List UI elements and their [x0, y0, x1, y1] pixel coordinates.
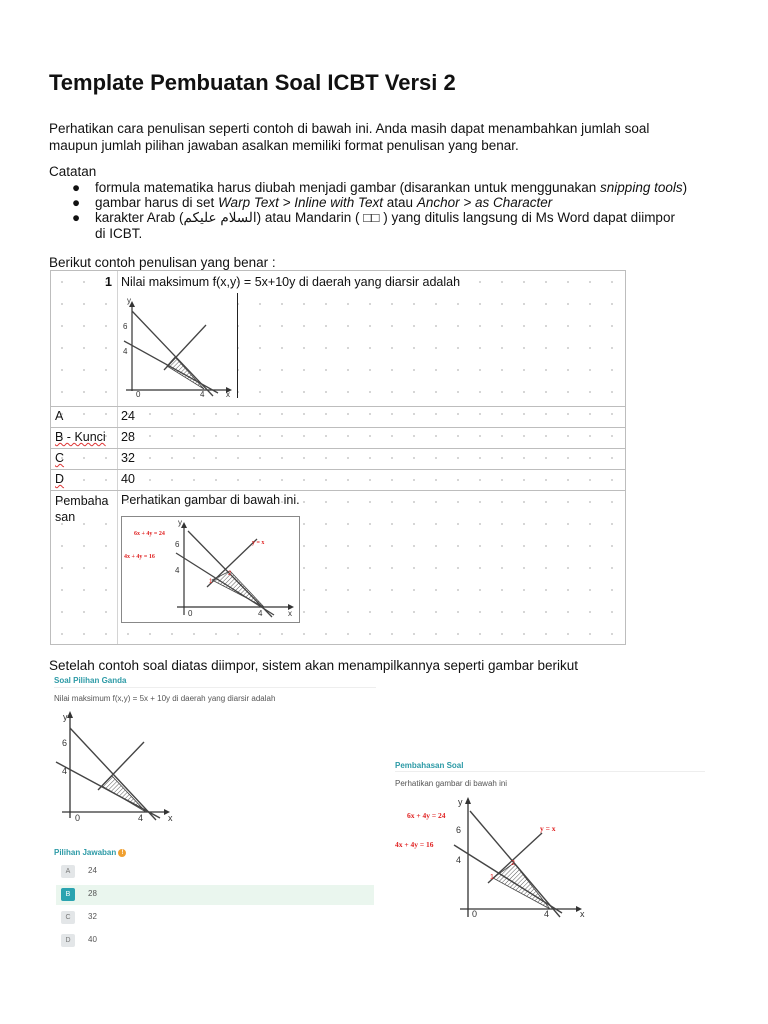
option-badge: D — [61, 934, 75, 947]
svg-text:0: 0 — [136, 390, 141, 398]
bullet-icon: ● — [72, 180, 81, 195]
svg-text:y = x: y = x — [252, 540, 265, 546]
svg-text:4: 4 — [258, 609, 263, 618]
svg-text:1: 1 — [209, 579, 213, 585]
question-number: 1 — [105, 275, 112, 289]
option-value: 32 — [88, 912, 97, 921]
note-1-italic: snipping tools — [600, 180, 683, 195]
pembahasan-soal-title: Pembahasan Soal — [395, 761, 464, 770]
svg-text:4: 4 — [123, 347, 128, 356]
note-3-text: karakter Arab ( — [95, 210, 184, 225]
svg-text:y: y — [458, 797, 463, 807]
svg-text:0: 0 — [472, 909, 478, 919]
option-badge: A — [61, 865, 75, 878]
app-pembahasan-text: Perhatikan gambar di bawah ini — [395, 779, 508, 788]
note-1-end: ) — [682, 180, 688, 195]
answer-option-d[interactable] — [56, 931, 374, 951]
bullet-icon: ● — [72, 210, 81, 225]
answer-option-c[interactable] — [56, 908, 374, 928]
option-c-key: C — [55, 451, 65, 465]
option-a-key: A — [55, 409, 64, 423]
mandarin-boxes: □□ — [363, 210, 380, 225]
page-title: Template Pembuatan Soal ICBT Versi 2 — [49, 70, 456, 95]
svg-text:6x + 4y = 24: 6x + 4y = 24 — [134, 531, 165, 537]
option-value: 40 — [88, 935, 97, 944]
soal-pilihan-ganda-title: Soal Pilihan Ganda — [54, 676, 127, 685]
svg-text:4: 4 — [175, 566, 180, 575]
catatan-label: Catatan — [49, 164, 97, 179]
svg-text:4x + 4y = 16: 4x + 4y = 16 — [124, 554, 155, 560]
svg-text:x: x — [226, 390, 230, 398]
svg-text:2: 2 — [228, 571, 232, 577]
app-question-graph — [52, 706, 182, 824]
svg-text:4: 4 — [544, 909, 550, 919]
option-c-value: 32 — [121, 451, 135, 465]
svg-text:x: x — [168, 813, 173, 823]
svg-text:0: 0 — [75, 813, 81, 823]
option-d-key: D — [55, 472, 65, 486]
svg-text:2: 2 — [511, 860, 515, 867]
svg-text:6x + 4y = 24: 6x + 4y = 24 — [407, 811, 446, 820]
option-b-value: 28 — [121, 430, 135, 444]
note-2-italic-1: Warp Text > Inline with Text — [218, 195, 384, 210]
svg-text:6: 6 — [456, 825, 462, 835]
svg-text:6: 6 — [62, 738, 68, 748]
svg-text:x: x — [580, 909, 585, 919]
note-2-italic-2: Anchor > as Character — [416, 195, 553, 210]
app-pembahasan-graph — [392, 793, 592, 921]
note-3-end: ) yang ditulis langsung di Ms Word dapat diimpor — [379, 210, 675, 225]
svg-text:1: 1 — [490, 874, 494, 881]
option-d-value: 40 — [121, 472, 135, 486]
intro-line-1: Perhatikan cara penulisan seperti contoh di bawah ini. Anda masih dapat menambahkan jumlah soal — [49, 121, 650, 136]
option-value: 24 — [88, 866, 97, 875]
pembahasan-graph — [121, 516, 300, 623]
pembahasan-text: Perhatikan gambar di bawah ini. — [121, 493, 300, 507]
svg-text:0: 0 — [188, 609, 193, 618]
answer-option-a[interactable] — [56, 862, 374, 882]
example-label: Berikut contoh penulisan yang benar : — [49, 255, 276, 270]
question-text: Nilai maksimum f(x,y) = 5x+10y di daerah yang diarsir adalah — [121, 275, 461, 289]
svg-text:6: 6 — [123, 322, 128, 331]
pembahasan-key: Pembaha san — [55, 494, 109, 524]
svg-text:4: 4 — [138, 813, 144, 823]
import-label: Setelah contoh soal diatas diimpor, sistem akan menampilkannya seperti gambar berikut — [49, 658, 579, 673]
svg-text:y: y — [178, 518, 182, 527]
intro-paragraph — [49, 120, 649, 154]
answer-option-b-selected[interactable] — [56, 885, 374, 905]
svg-text:4: 4 — [456, 855, 462, 865]
question-graph — [120, 293, 238, 398]
option-value: 28 — [88, 889, 97, 898]
svg-text:y: y — [127, 296, 131, 305]
info-icon[interactable]: ! — [118, 849, 126, 857]
note-2-mid: atau — [383, 195, 417, 210]
option-b-key: B - Kunci — [55, 430, 106, 444]
option-badge: B — [61, 888, 75, 901]
svg-text:x: x — [288, 609, 292, 618]
svg-text:y: y — [63, 712, 68, 722]
option-a-value: 24 — [121, 409, 135, 423]
svg-text:4: 4 — [200, 390, 205, 398]
bullet-icon: ● — [72, 195, 81, 210]
option-badge: C — [61, 911, 75, 924]
app-question-text: Nilai maksimum f(x,y) = 5x + 10y di daerah yang diarsir adalah — [54, 694, 276, 703]
svg-text:6: 6 — [175, 540, 180, 549]
question-table — [50, 270, 626, 645]
svg-text:4x + 4y = 16: 4x + 4y = 16 — [395, 840, 434, 849]
svg-text:y = x: y = x — [540, 824, 556, 833]
arabic-text: السلام عليكم — [183, 210, 257, 225]
intro-line-2: maupun jumlah pilihan jawaban asalkan memiliki format penulisan yang benar. — [49, 138, 519, 153]
note-1-text: formula matematika harus diubah menjadi gambar (disarankan untuk menggunakan — [95, 180, 601, 195]
pilihan-jawaban-title: Pilihan Jawaban ! — [54, 848, 126, 857]
note-2-text: gambar harus di set — [95, 195, 219, 210]
svg-text:4: 4 — [62, 766, 68, 776]
note-3-mid: ) atau Mandarin ( — [256, 210, 364, 225]
